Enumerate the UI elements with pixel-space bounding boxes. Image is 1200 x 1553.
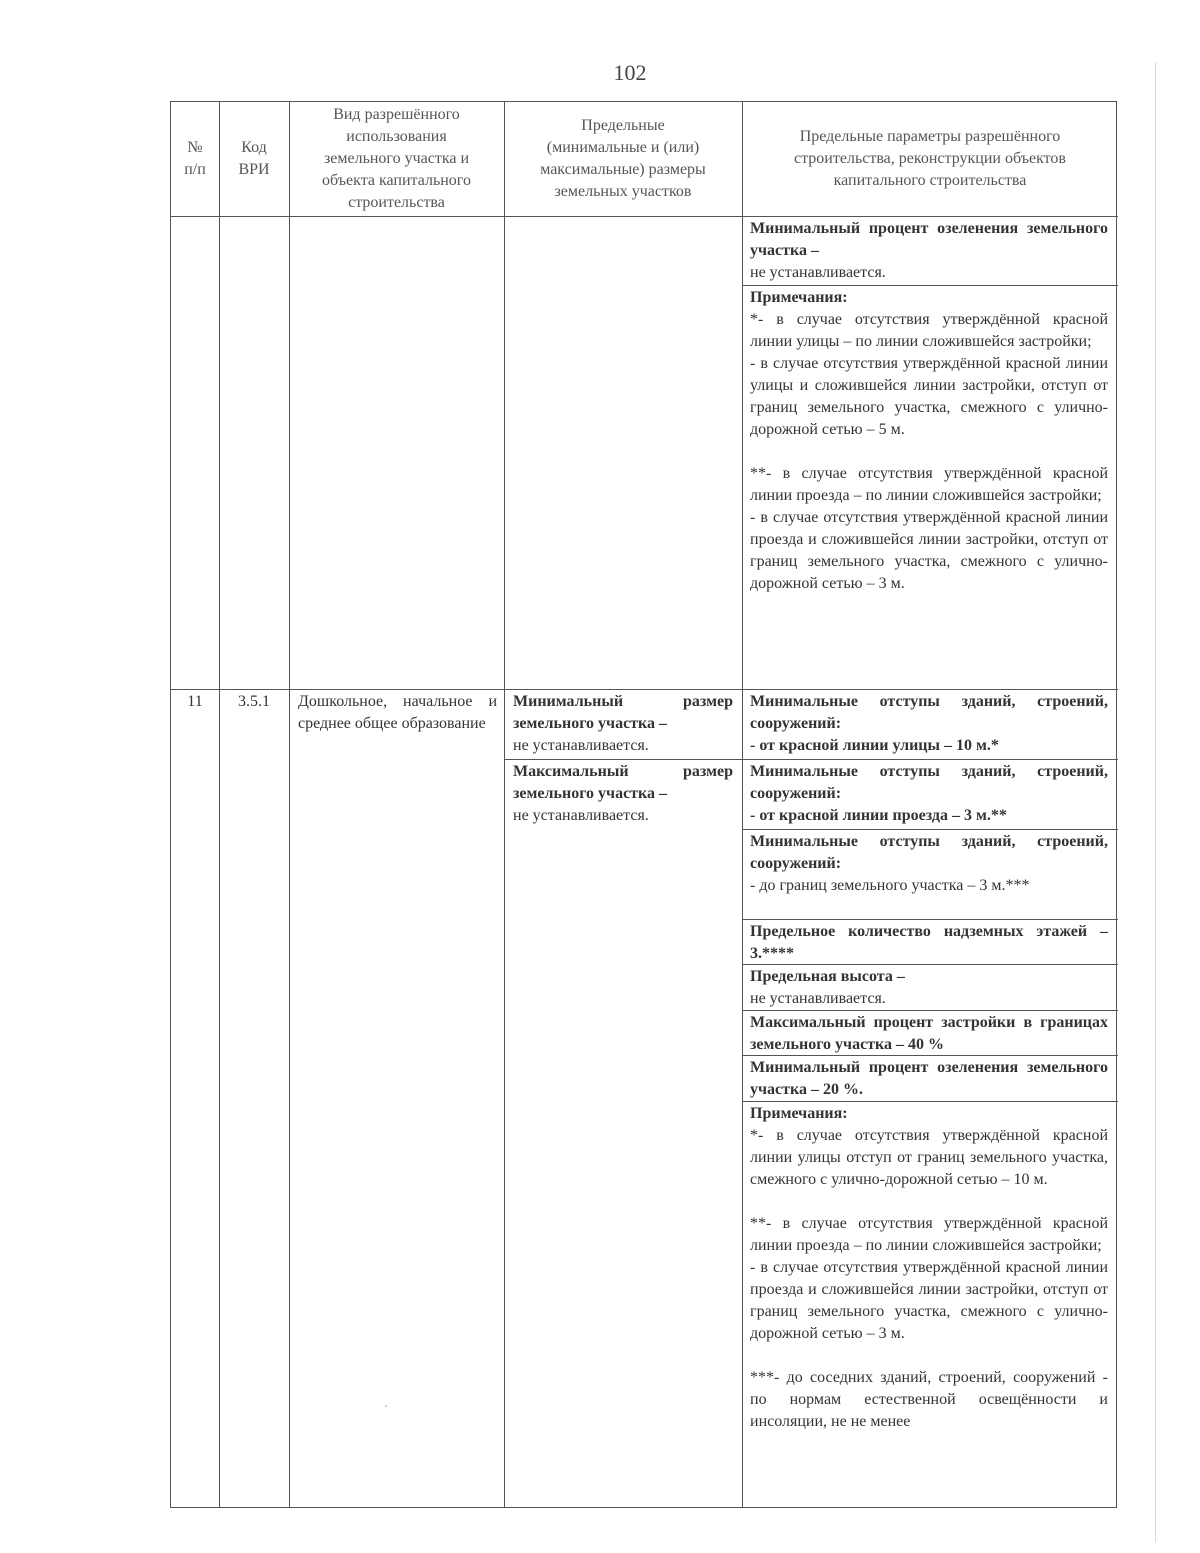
setback-driveway-cell: Минимальные отступы зданий, строений, сооружений: - от красной линии проезда – 3 м.** — [750, 763, 1108, 824]
header-plot-size: Предельные (минимальные и (или) максимальные) размеры земельных участков — [540, 117, 706, 200]
col-divider — [219, 102, 220, 1507]
row11-use-type: Дошкольное, начальное и среднее общее образование — [298, 693, 497, 732]
header-divider — [171, 216, 1118, 217]
notes-title: Примечания: — [750, 1105, 848, 1122]
row11-code: 3.5.1 — [238, 693, 270, 710]
min-size-value: не устанавливается. — [513, 737, 649, 754]
row-divider — [742, 919, 1118, 920]
cont-notes-cell — [750, 287, 1108, 687]
setback-street-cell: Минимальные отступы зданий, строений, сооружений: - от красной линии улицы – 10 м.* — [750, 693, 1108, 754]
col-divider — [742, 102, 743, 1507]
row-divider — [742, 1101, 1118, 1102]
row11-num: 11 — [187, 693, 203, 710]
col-divider — [289, 102, 290, 1507]
cont-notes-text: *- в случае отсутствия утверждённой красной линии улицы – по линии сложившейся застройки; - в случае отсутствия утверждённой красной линии улицы и сложившейся линии застройки, отступ от границ земельного участка, смежного с улично-дорожной сетью – 5 м. **- в случае отсутствия утверждённой красной линии проезда – по линии сложившейся застройки; - в случае отсутствия утверждённой красной линии проезда и сложившейся линии застройки, отступ от границ земельного участка, смежного с улично-дорожной сетью – 3 м. — [750, 311, 1108, 592]
row11-notes-cell — [750, 1103, 1108, 1507]
row11-min-size-cell — [513, 691, 733, 757]
green-cell: Минимальный процент озеленения земельного участка – 20 %. — [750, 1059, 1108, 1098]
regulations-table — [170, 101, 1117, 1508]
header-code: Код ВРИ — [238, 139, 270, 178]
cont-green-title: Минимальный процент озеленения земельного участка – — [750, 220, 1108, 259]
row-divider — [742, 829, 1118, 830]
header-use-type: Вид разрешённого использования земельного участка и объекта капитального строительства — [322, 106, 471, 211]
header-build-params: Предельные параметры разрешённого строительства, реконструкции объектов капитального строительства — [794, 128, 1066, 189]
header-num: № п/п — [184, 139, 206, 178]
row-divider — [171, 689, 1118, 690]
setback-boundary-cell: Минимальные отступы зданий, строений, сооружений: - до границ земельного участка – 3 м.*** — [750, 833, 1108, 894]
scan-speck — [385, 1405, 387, 1407]
row-divider — [742, 285, 1118, 286]
page-edge-line — [1155, 62, 1156, 1542]
floors-cell: Предельное количество надземных этажей – 3.**** — [750, 923, 1108, 962]
row11-max-size-cell — [513, 761, 733, 827]
max-size-value: не устанавливается. — [513, 807, 649, 824]
col-divider — [504, 102, 505, 1507]
max-size-title: Максимальный размер земельного участка – — [513, 763, 733, 802]
row-divider — [742, 1010, 1118, 1011]
coverage-cell: Максимальный процент застройки в границах земельного участка – 40 % — [750, 1014, 1108, 1053]
row-divider — [504, 759, 1118, 760]
height-cell: Предельная высота – не устанавливается. — [750, 968, 905, 1007]
cont-notes-title: Примечания: — [750, 289, 848, 306]
cont-green-value: не устанавливается. — [750, 264, 886, 281]
cont-green-cell — [750, 218, 1108, 284]
page-number: 102 — [613, 60, 647, 85]
min-size-title: Минимальный размер земельного участка – — [513, 693, 733, 732]
notes-text: *- в случае отсутствия утверждённой красной линии улицы отступ от границ земельного участка, смежного с улично-дорожной сетью – 10 м. **- в случае отсутствия утверждённой красной линии проезда – по линии сложившейся застройки; - в случае отсутствия утверждённой красной линии проезда и сложившейся линии застройки, отступ от границ земельного участка, смежного с улично-дорожной сетью – 3 м. ***- до соседних зданий, строений, сооружений - по нормам естественной освещённости и инсоляции, не не менее — [750, 1127, 1108, 1430]
